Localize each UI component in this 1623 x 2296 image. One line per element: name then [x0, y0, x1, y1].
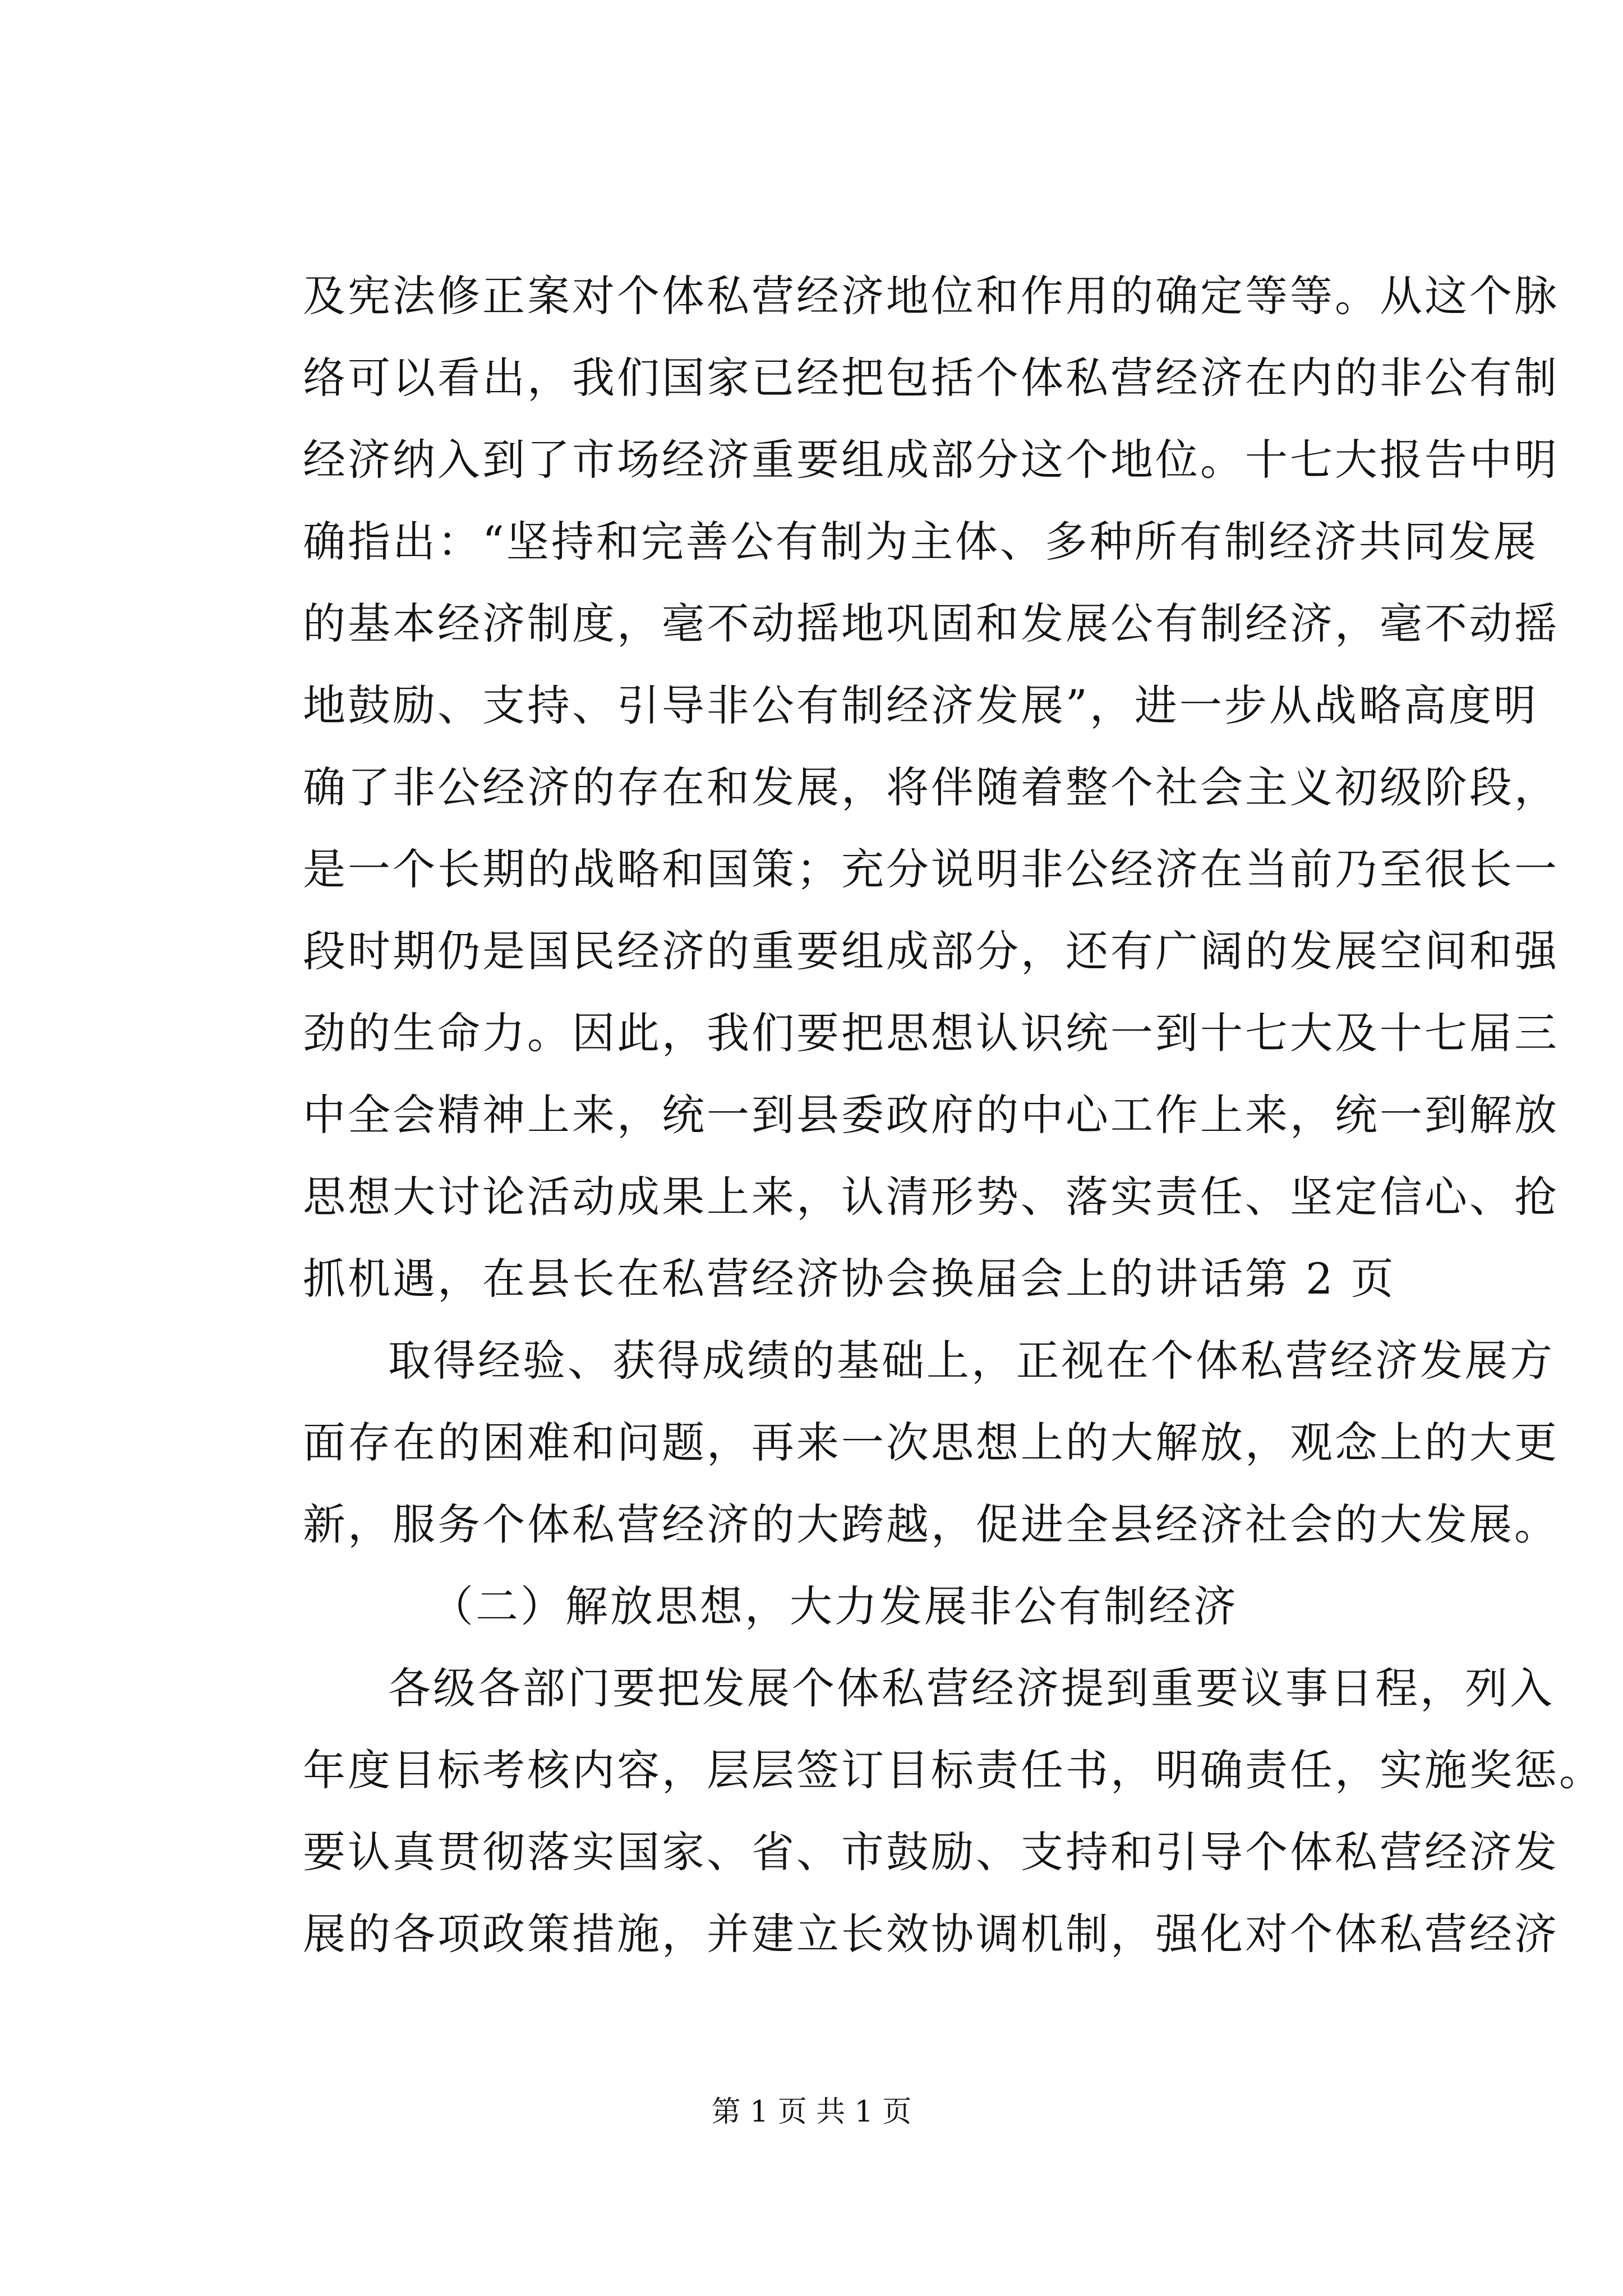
text-line: 经济纳入到了市场经济重要组成部分这个地位。十七大报告中明 — [303, 435, 1559, 485]
text-line: 面存在的困难和问题，再来一次思想上的大解放，观念上的大更 — [303, 1418, 1559, 1467]
page-footer: 第 1 页 共 1 页 — [711, 2095, 912, 2129]
text-line: 要认真贯彻落实国家、省、市鼓励、支持和引导个体私营经济发 — [303, 1827, 1559, 1877]
text-line: 确了非公经济的存在和发展，将伴随着整个社会主义初级阶段， — [303, 762, 1559, 812]
text-line: 思想大讨论活动成果上来，认清形势、落实责任、坚定信心、抢 — [303, 1172, 1559, 1222]
text-line: 地鼓励、支持、引导非公有制经济发展”，进一步从战略高度明 — [303, 680, 1538, 730]
text-line: 劲的生命力。因此，我们要把思想认识统一到十七大及十七届三 — [303, 1008, 1559, 1058]
text-line: 年度目标考核内容，层层签订目标责任书，明确责任，实施奖惩。 — [303, 1745, 1604, 1795]
text-line: 抓机遇，在县长在私营经济协会换届会上的讲话第 2 页 — [303, 1254, 1396, 1304]
paragraph-first-line: 取得经验、获得成绩的基础上，正视在个体私营经济发展方 — [388, 1336, 1555, 1386]
text-line: 新，服务个体私营经济的大跨越，促进全县经济社会的大发展。 — [303, 1499, 1559, 1549]
text-line: 络可以看出，我们国家已经把包括个体私营经济在内的非公有制 — [303, 353, 1559, 403]
section-heading: （二）解放思想，大力发展非公有制经济 — [431, 1581, 1238, 1631]
body-text — [303, 255, 1604, 1975]
text-line: 确指出：“坚持和完善公有制为主体、多种所有制经济共同发展 — [303, 517, 1538, 567]
paragraph-first-line: 各级各部门要把发展个体私营经济提到重要议事日程，列入 — [388, 1663, 1555, 1713]
text-line: 是一个长期的战略和国策；充分说明非公经济在当前乃至很长一 — [303, 844, 1559, 894]
text-line: 中全会精神上来，统一到县委政府的中心工作上来，统一到解放 — [303, 1090, 1559, 1140]
text-line: 展的各项政策措施，并建立长效协调机制，强化对个体私营经济 — [303, 1909, 1559, 1959]
text-line: 段时期仍是国民经济的重要组成部分，还有广阔的发展空间和强 — [303, 926, 1559, 976]
text-line: 及宪法修正案对个体私营经济地位和作用的确定等等。从这个脉 — [303, 271, 1559, 321]
text-line: 的基本经济制度，毫不动摇地巩固和发展公有制经济，毫不动摇 — [303, 599, 1559, 648]
